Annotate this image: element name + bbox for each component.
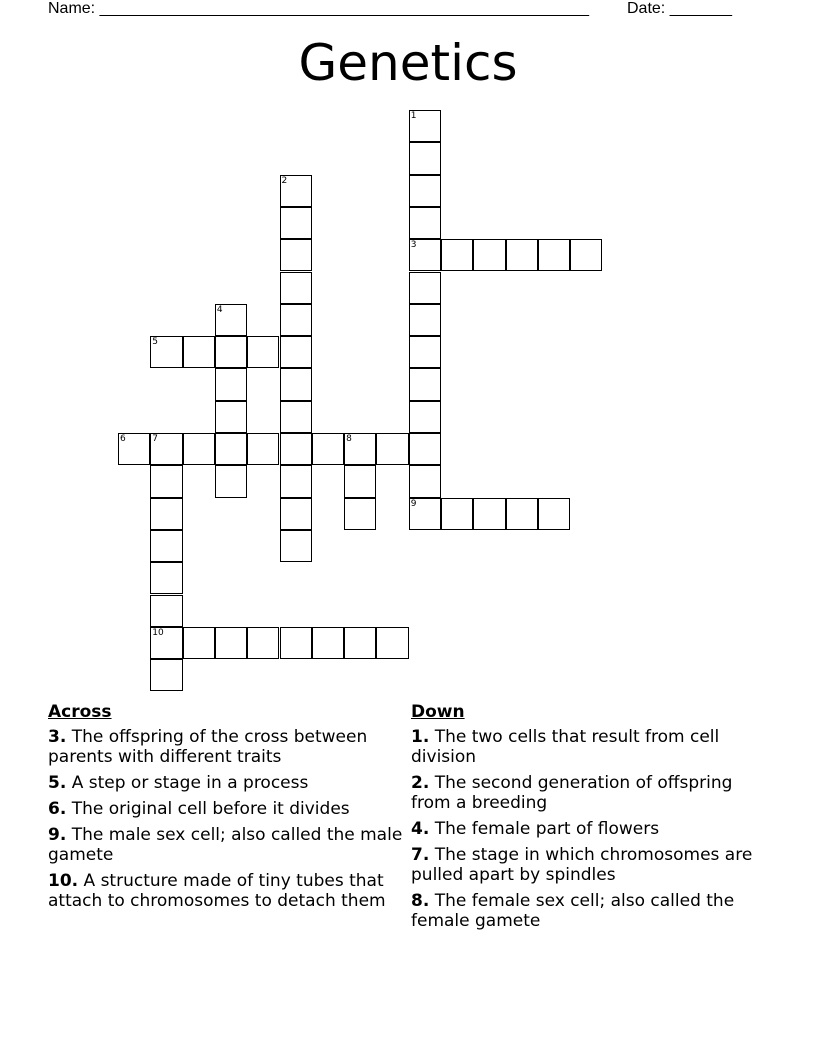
crossword-cell[interactable] bbox=[409, 110, 441, 142]
crossword-cell[interactable] bbox=[150, 627, 182, 659]
crossword-cell[interactable] bbox=[150, 595, 182, 627]
crossword-cell[interactable] bbox=[247, 627, 279, 659]
clue-number: 4 bbox=[216, 304, 223, 315]
clue-number: 1 bbox=[410, 111, 417, 121]
crossword-cell[interactable] bbox=[538, 498, 570, 530]
down-heading: Down bbox=[411, 702, 465, 722]
across-clue-10: 10. A structure made of tiny tubes that attach to chromosomes to detach them bbox=[48, 871, 386, 911]
crossword-cell[interactable] bbox=[409, 207, 441, 239]
crossword-cell[interactable] bbox=[247, 433, 279, 465]
crossword-cell[interactable] bbox=[215, 336, 247, 368]
across-heading: Across bbox=[48, 702, 112, 722]
page-title: Genetics bbox=[298, 34, 518, 92]
down-clues bbox=[411, 702, 761, 937]
name-field[interactable]: Name: _______________________________________________________ bbox=[48, 0, 589, 17]
crossword-cell[interactable] bbox=[150, 433, 182, 465]
crossword-cell[interactable] bbox=[280, 272, 312, 304]
header bbox=[48, 0, 748, 20]
crossword-cell[interactable] bbox=[312, 627, 344, 659]
crossword-cell[interactable] bbox=[409, 142, 441, 174]
crossword-cell[interactable] bbox=[280, 530, 312, 562]
clue-number: 5 bbox=[152, 337, 159, 348]
down-clue-1: 1. The two cells that result from cell division bbox=[411, 727, 720, 767]
crossword-cell[interactable] bbox=[538, 239, 570, 271]
across-clue-6: 6. The original cell before it divides bbox=[48, 799, 350, 819]
crossword-cell[interactable] bbox=[409, 239, 441, 271]
crossword-cell[interactable] bbox=[280, 433, 312, 465]
crossword-cell[interactable] bbox=[183, 627, 215, 659]
crossword-cell[interactable] bbox=[280, 368, 312, 400]
crossword-cell[interactable] bbox=[344, 433, 376, 465]
clue-number: 9 bbox=[410, 498, 417, 509]
crossword-cell[interactable] bbox=[215, 401, 247, 433]
crossword-cell[interactable] bbox=[344, 465, 376, 497]
crossword-cell[interactable] bbox=[215, 465, 247, 497]
crossword-cell[interactable] bbox=[280, 207, 312, 239]
clue-number: 6 bbox=[120, 434, 126, 444]
crossword-cell[interactable] bbox=[280, 401, 312, 433]
down-clue-4: 4. The female part of flowers bbox=[411, 819, 660, 839]
crossword-cell[interactable] bbox=[280, 336, 312, 368]
across-clue-5: 5. A step or stage in a process bbox=[48, 773, 309, 793]
crossword-cell[interactable] bbox=[280, 239, 312, 271]
crossword-cell[interactable] bbox=[344, 627, 376, 659]
crossword-cell[interactable] bbox=[441, 498, 473, 530]
crossword-cell[interactable] bbox=[150, 659, 182, 691]
crossword-cell[interactable] bbox=[150, 336, 182, 368]
crossword-cell[interactable] bbox=[441, 239, 473, 271]
crossword-cell[interactable] bbox=[247, 336, 279, 368]
clue-number: 3 bbox=[410, 240, 417, 251]
crossword-cell[interactable] bbox=[118, 433, 150, 465]
crossword-cell[interactable] bbox=[409, 272, 441, 304]
crossword-cell[interactable] bbox=[215, 627, 247, 659]
crossword-cell[interactable] bbox=[150, 530, 182, 562]
crossword-cell[interactable] bbox=[183, 433, 215, 465]
clue-number: 2 bbox=[281, 175, 288, 186]
crossword-cell[interactable] bbox=[215, 433, 247, 465]
crossword-cell[interactable] bbox=[344, 498, 376, 530]
crossword-cell[interactable] bbox=[280, 304, 312, 336]
crossword-cell[interactable] bbox=[409, 433, 441, 465]
crossword-cell[interactable] bbox=[280, 175, 312, 207]
crossword-cell[interactable] bbox=[409, 304, 441, 336]
crossword-cell[interactable] bbox=[570, 239, 602, 271]
clue-number: 10 bbox=[152, 627, 164, 638]
crossword-cell[interactable] bbox=[409, 465, 441, 497]
crossword-cell[interactable] bbox=[280, 498, 312, 530]
across-clue-9: 9. The male sex cell; also called the male gamete bbox=[48, 825, 403, 865]
crossword-cell[interactable] bbox=[473, 498, 505, 530]
crossword-cell[interactable] bbox=[409, 336, 441, 368]
crossword-cell[interactable] bbox=[312, 433, 344, 465]
down-clue-2: 2. The second generation of offspring from a breeding bbox=[411, 773, 733, 813]
crossword-cell[interactable] bbox=[409, 175, 441, 207]
down-clue-8: 8. The female sex cell; also called the female gamete bbox=[411, 891, 735, 931]
date-field[interactable]: Date: _______ bbox=[627, 0, 732, 17]
crossword-cell[interactable] bbox=[215, 304, 247, 336]
crossword-cell[interactable] bbox=[280, 627, 312, 659]
crossword-cell[interactable] bbox=[183, 336, 215, 368]
crossword-cell[interactable] bbox=[409, 401, 441, 433]
across-clue-3: 3. The offspring of the cross between parents with different traits bbox=[48, 727, 368, 767]
crossword-cell[interactable] bbox=[280, 465, 312, 497]
crossword-cell[interactable] bbox=[473, 239, 505, 271]
crossword-cell[interactable] bbox=[409, 498, 441, 530]
crossword-cell[interactable] bbox=[150, 465, 182, 497]
crossword-cell[interactable] bbox=[506, 498, 538, 530]
crossword-cell[interactable] bbox=[376, 627, 408, 659]
crossword-cell[interactable] bbox=[506, 239, 538, 271]
clue-number: 8 bbox=[346, 434, 352, 444]
crossword-cell[interactable] bbox=[150, 498, 182, 530]
crossword-cell[interactable] bbox=[376, 433, 408, 465]
across-clues bbox=[48, 702, 406, 917]
crossword-cell[interactable] bbox=[150, 562, 182, 594]
clue-number: 7 bbox=[152, 434, 159, 444]
down-clue-7: 7. The stage in which chromosomes are pulled apart by spindles bbox=[411, 845, 753, 885]
crossword-cell[interactable] bbox=[215, 368, 247, 400]
crossword-cell[interactable] bbox=[409, 368, 441, 400]
